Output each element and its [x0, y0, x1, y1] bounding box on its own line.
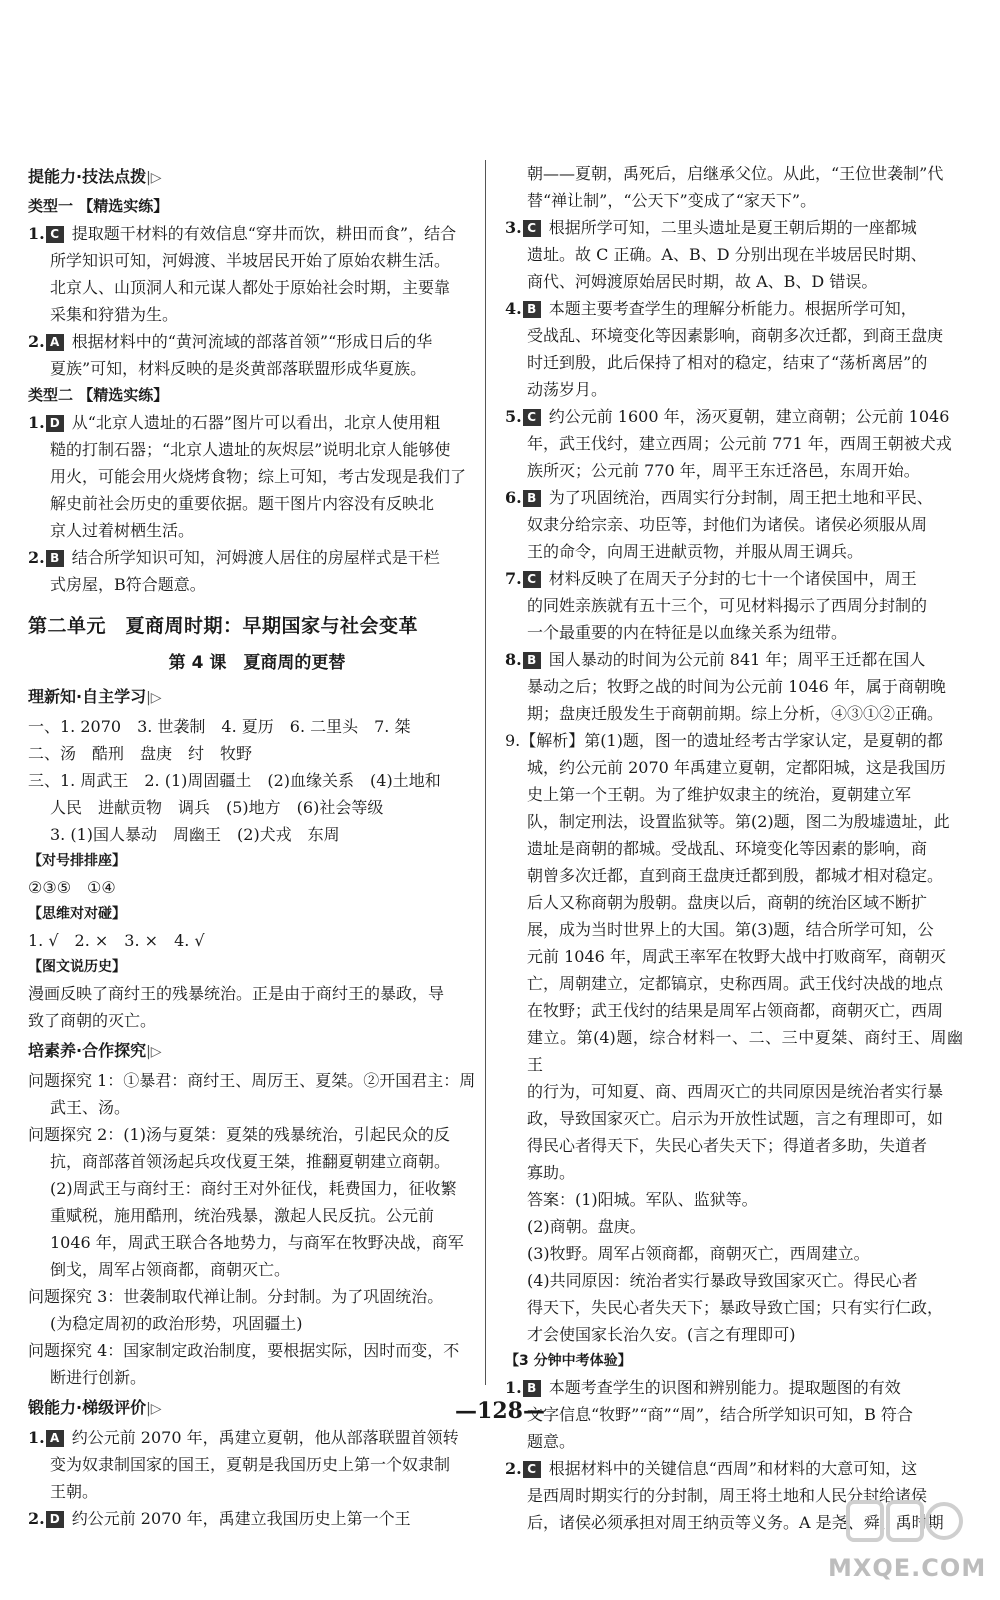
- unit-title: 第二单元 夏商周时期：早期国家与社会变革: [28, 615, 419, 637]
- lesson-title: 第 4 课 夏商周的更替: [168, 653, 346, 673]
- column-divider: [485, 160, 486, 1385]
- section-heading-literacy: 培素养·合作探究|▷: [28, 1041, 162, 1060]
- answer-badge: D: [46, 415, 64, 432]
- right-column: 朝——夏朝，禹死后，启继承父位。从此，“王位世袭制”代 替“禅让制”，“公天下”变成了“家天下”。 3. C 根据所学可知，二里头遗址是夏王朝后期的一座都城 遗址。故 C 正确。A、B、D 分别出现在半坡居民时期、 商代、河姆渡原始居民时期，故 A、B、D 错误。 4. B 本题主要考查学生的理解分析能力。根据所学可知， 受战乱、环境变化等因素影响，商朝多次迁都，到商王盘庚 时迁到殷，此后保持了相对的稳定，结束了“荡析离居”的 动荡岁月。 5. C 约公元前 1600 年，汤灭夏朝，建立商朝；公元前 1046 年，武王伐纣，建立西周；公元前 771 年，西周王朝被犬戎 族所灭；公元前 770 年，周平王东迁洛邑，东周开始。 6. B 为了巩固统治，西周实行分封制，周王把土地和平民、 奴隶分给宗亲、功臣等，封他们为诸侯。诸侯必须服从周 王的命令，向周王进献贡物，并服从周王调兵。 7. C 材料反映了在周天子分封的七十一个诸侯国中，周王 的同姓亲族就有五十三个，可见材料揭示了西周分封制的 一个最重要的内在特征是以血缘关系为纽带。 8. B 国人暴动的时间为公元前 841 年；周平王迁都在国人 暴动之后；牧野之战的时间为公元前 1046 年，属于商朝晚 期；盘庚迁殷发生于商朝前期。综上分析，④③①②正确。 9.【解析】第(1)题，图一的遗址经考古学家认定，是夏朝的都 城，约公元前 2070 年禹建立夏朝，定都阳城，这是我国历 史上第一个王朝。为了维护奴隶主的统治，夏朝建立军 队，制定刑法，设置监狱等。第(2)题，图二为殷墟遗址，此 遗址是商朝的都城。受战乱、环境变化等因素的影响，商 朝曾多次迁都，直到商王盘庚迁都到殷，都城才相对稳定。 后人又称商朝为殷朝。盘庚以后，商朝的统治区域不断扩 展，成为当时世界上的大国。第(3)题，结合所学可知，公 元前 1046 年，周武王率军在牧野大战中打败商军，商朝灭 亡，周朝建立，定都镐京，史称西周。武王伐纣决战的地点 在牧野；武王伐纣的结果是周军占领商都，商朝灭亡，西周 建立。第(4)题，综合材料一、二、三中夏桀、商纣王、周幽王 的行为，可知夏、商、西周灭亡的共同原因是统治者实行暴 政，导致国家灭亡。启示为开放性试题，言之有理即可，如 得民心者得天下，失民心者失天下；得道者多助，失道者 寡助。 答案：(1)阳城。军队、监狱等。 (2)商朝。盘庚。 (3)牧野。周军占领商都，商朝灭亡，西周建立。 (4)共同原因：统治者实行暴政导致国家灭亡。得民心者 得天下，失民心者失天下；暴政导致亡国；只有实行仁政， 才会使国家长治久安。(言之有理即可) 【3 分钟中考体验】 1. B 本题考查学生的识图和辨别能力。提取题图的有效 文字信息“牧野”“商”“周”，结合所学知识可知，B 符合 题意。 2. C 根据材料中的关键信息“西周”和材料的大意可知，这 是西周时期实行的分封制，周王将土地和人民分封给诸侯 后，诸侯必须承担对周王纳贡等义务。A 是尧、舜、禹时期: [505, 164, 963, 1532]
- tag-heading: 【对号排排座】: [28, 853, 126, 869]
- left-column: 提能力·技法点拨|▷ 类型一 【精选实练】 1. C 提取题干材料的有效信息“穿井而饮，耕田而食”，结合 所学知识可知，河姆渡、半坡居民开始了原始农耕生活。 北京人、山顶洞人和元谋人都处于原始社会时期，主要靠 采集和狩猎为生。 2. A 根据材料中的“黄河流域的部落首领”“形成日后的华 夏族”可知，材料反映的是炎黄部落联盟形成华夏族。 类型二 【精选实练】 1. D 从“北京人遗址的石器”图片可以看出，北京人使用粗 糙的打制石器；“北京人遗址的灰烬层”说明北京人能够使 用火，可能会用火烧烤食物；综上可知，考古发现是我们了 解史前社会历史的重要依据。题干图片内容没有反映北 京人过着树栖生活。 2. B 结合所学知识可知，河姆渡人居住的房屋样式是干栏 式房屋，B符合题意。 第二单元 夏商周时期：早期国家与社会变革 第 4 课 夏商周的更替 理新知·自主学习|▷ 一、1. 2070 3. 世袭制 4. 夏历 6. 二里头 7. 桀 二、汤 酷刑 盘庚 纣 牧野 三、1. 周武王 2. (1)周固疆土 (2)血缘关系 (4)土地和 人民 进献贡物 调兵 (5)地方 (6)社会等级 3. (1)国人暴动 周幽王 (2)犬戎 东周 【对号排排座】 ②③⑤ ①④ 【思维对对碰】 1. √ 2. × 3. × 4. √ 【图文说历史】 漫画反映了商纣王的残暴统治。正是由于商纣王的暴政，导 致了商朝的灭亡。 培素养·合作探究|▷ 问题探究 1：①暴君：商纣王、周厉王、夏桀。②开国君主：周 武王、汤。 问题探究 2：(1)汤与夏桀：夏桀的残暴统治，引起民众的反 抗，商部落首领汤起兵攻伐夏王桀，推翻夏朝建立商朝。 (2)周武王与商纣王：商纣王对外征伐，耗费国力，征收繁 重赋税，施用酷刑，统治残暴，激起人民反抗。公元前 1046 年，周武王联合各地势力，与商军在牧野决战，商军 倒戈，周军占领商都，商朝灭亡。 问题探究 3：世袭制取代禅让制。分封制。为了巩固统治。 (为稳定周初的政治形势，巩固疆土) 问题探究 4：国家制定政治制度，要根据实际，因时而变，不 断进行创新。 锻能力·梯级评价|▷ 1. A 约公元前 2070 年，禹建立夏朝，他从部落联盟首领转 变为奴隶制国家的国王，夏朝是我国历史上第一个奴隶制 王朝。 2. D 约公元前 2070 年，禹建立我国历史上第一个王: [28, 160, 486, 1532]
- answer-badge: C: [523, 409, 541, 426]
- answer-badge: C: [523, 571, 541, 588]
- answer-item: 4. B 本题主要考查学生的理解分析能力。根据所学可知，: [505, 299, 917, 318]
- tag-heading: 【思维对对碰】: [28, 906, 126, 922]
- answer-item: 2. C 根据材料中的关键信息“西周”和材料的大意可知，这: [505, 1459, 918, 1478]
- answer-item: 3. C 根据所学可知，二里头遗址是夏王朝后期的一座都城: [505, 218, 917, 237]
- subheading-type-two: 类型二 【精选实练】: [28, 386, 169, 404]
- subheading-type-one: 类型一 【精选实练】: [28, 197, 169, 215]
- answer-block: 答案：(1)阳城。军队、监狱等。: [527, 1190, 758, 1209]
- answer-item: 2. B 结合所学知识可知，河姆渡人居住的房屋样式是干栏: [28, 548, 440, 567]
- answer-badge: C: [46, 226, 64, 243]
- answer-badge: C: [523, 220, 541, 237]
- answer-badge: B: [523, 1380, 541, 1397]
- answer-item: 7. C 材料反映了在周天子分封的七十一个诸侯国中，周王: [505, 569, 917, 588]
- answer-logo-icon: [844, 1496, 964, 1546]
- answer-item: 1. A 约公元前 2070 年，禹建立夏朝，他从部落联盟首领转: [28, 1428, 459, 1447]
- answer-item: 2. D 约公元前 2070 年，禹建立我国历史上第一个王: [28, 1509, 411, 1528]
- answer-item: 5. C 约公元前 1600 年，汤灭夏朝，建立商朝；公元前 1046: [505, 407, 950, 426]
- arrow-icon: |▷: [146, 1401, 162, 1417]
- tag-heading: 【图文说历史】: [28, 959, 126, 975]
- answer-badge: A: [46, 1430, 64, 1447]
- tag-heading: 【3 分钟中考体验】: [505, 1353, 632, 1369]
- answer-item: 1. C 提取题干材料的有效信息“穿井而饮，耕田而食”，结合: [28, 224, 457, 243]
- arrow-icon: |▷: [146, 1044, 162, 1060]
- answer-item: 8. B 国人暴动的时间为公元前 841 年；周平王迁都在国人: [505, 650, 926, 669]
- section-heading-practice: 锻能力·梯级评价|▷: [28, 1398, 162, 1417]
- answer-item: 6. B 为了巩固统治，西周实行分封制，周王把土地和平民、: [505, 488, 933, 507]
- answer-item: 2. A 根据材料中的“黄河流域的部落首领”“形成日后的华: [28, 332, 433, 351]
- answer-badge: A: [46, 334, 64, 351]
- answer-badge: D: [46, 1511, 64, 1528]
- section-heading-abilities: 提能力·技法点拨|▷: [28, 167, 162, 186]
- answer-badge: B: [523, 301, 541, 318]
- answer-badge: B: [523, 652, 541, 669]
- arrow-icon: |▷: [146, 690, 162, 706]
- answer-item: 1. D 从“北京人遗址的石器”图片可以看出，北京人使用粗: [28, 413, 441, 432]
- watermark-text: MXQE.COM: [828, 1554, 987, 1582]
- page-number: —128—: [455, 1398, 545, 1424]
- answer-item: 1. B 本题考查学生的识图和辨别能力。提取题图的有效: [505, 1378, 901, 1397]
- answer-badge: C: [523, 1461, 541, 1478]
- arrow-icon: |▷: [146, 170, 162, 186]
- answer-badge: B: [46, 550, 64, 567]
- watermark-logo: [814, 1496, 987, 1582]
- answer-badge: B: [523, 490, 541, 507]
- section-heading-new-knowledge: 理新知·自主学习|▷: [28, 687, 162, 706]
- analysis-item: 9.【解析】第(1)题，图一的遗址经考古学家认定，是夏朝的都: [505, 731, 943, 750]
